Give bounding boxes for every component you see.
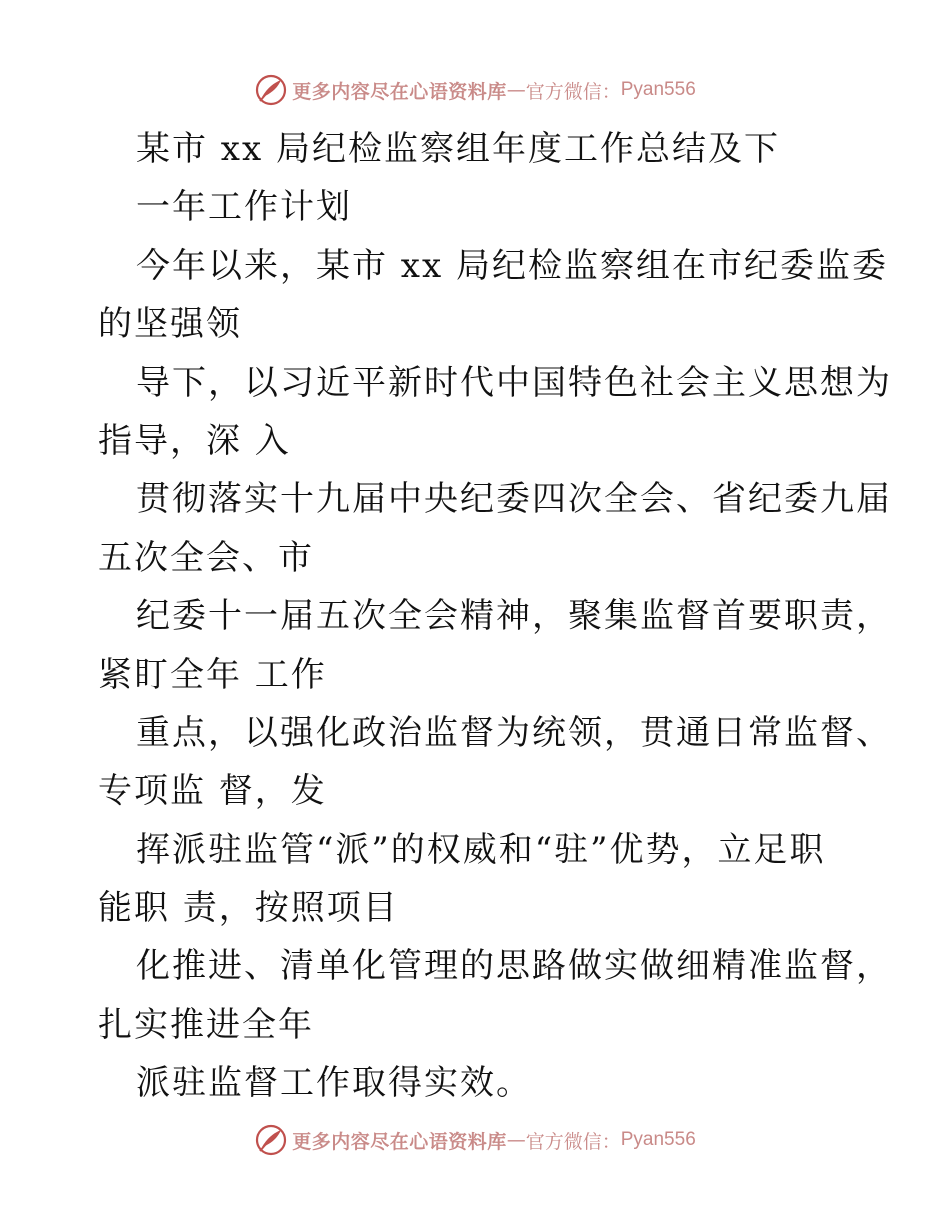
doc-text-line: 指导，深 入: [98, 420, 291, 461]
doc-text-line: 挥派驻监管“派”的权威和“驻”优势，立足职: [136, 829, 826, 870]
doc-title-line-1: 某市 xx 局纪检监察组年度工作总结及下: [136, 129, 780, 169]
doc-text-line: 贯彻落实十九届中央纪委四次全会、省纪委九届: [136, 479, 892, 520]
doc-text-line: 专项监 督，发: [98, 771, 327, 812]
doc-text-line: 的坚强领: [98, 304, 242, 345]
watermark-main-text: 更多内容尽在心语资料库: [292, 1130, 507, 1153]
doc-text-line: 能职 责，按照项目: [98, 888, 399, 929]
doc-text-line: 纪委十一届五次全会精神，聚集监督首要职责，: [136, 596, 892, 637]
feather-pen-logo-icon: [254, 73, 288, 107]
doc-text-line: 化推进、清单化管理的思路做实做细精准监督，: [136, 946, 892, 987]
doc-text-line: 五次全会、市: [98, 537, 314, 578]
doc-text-line: 导下，以习近平新时代中国特色社会主义思想为: [136, 362, 892, 403]
watermark-separator: —: [506, 1129, 526, 1151]
doc-text-line: 紧盯全年 工作: [98, 654, 327, 695]
doc-text-line: 重点，以强化政治监督为统领，贯通日常监督、: [136, 712, 892, 753]
doc-title-line-2: 一年工作计划: [136, 187, 352, 228]
doc-text-line: 派驻监督工作取得实效。: [136, 1063, 532, 1104]
watermark-wechat-id: Pyan556: [620, 79, 696, 100]
watermark-main-text: 更多内容尽在心语资料库: [292, 80, 507, 103]
document-body: [98, 120, 892, 1113]
feather-pen-logo-icon: [254, 1123, 288, 1157]
watermark-wechat-id: Pyan556: [620, 1129, 696, 1150]
watermark-separator: —: [506, 79, 526, 101]
doc-text-line: 扎实推进全年: [98, 1004, 314, 1045]
footer-watermark: [0, 1120, 950, 1160]
watermark-label: 官方微信：: [525, 80, 621, 103]
header-watermark: [0, 70, 950, 110]
doc-text-line: 今年以来，某市 xx 局纪检监察组在市纪委监委: [136, 245, 888, 286]
watermark-label: 官方微信：: [525, 1130, 621, 1153]
